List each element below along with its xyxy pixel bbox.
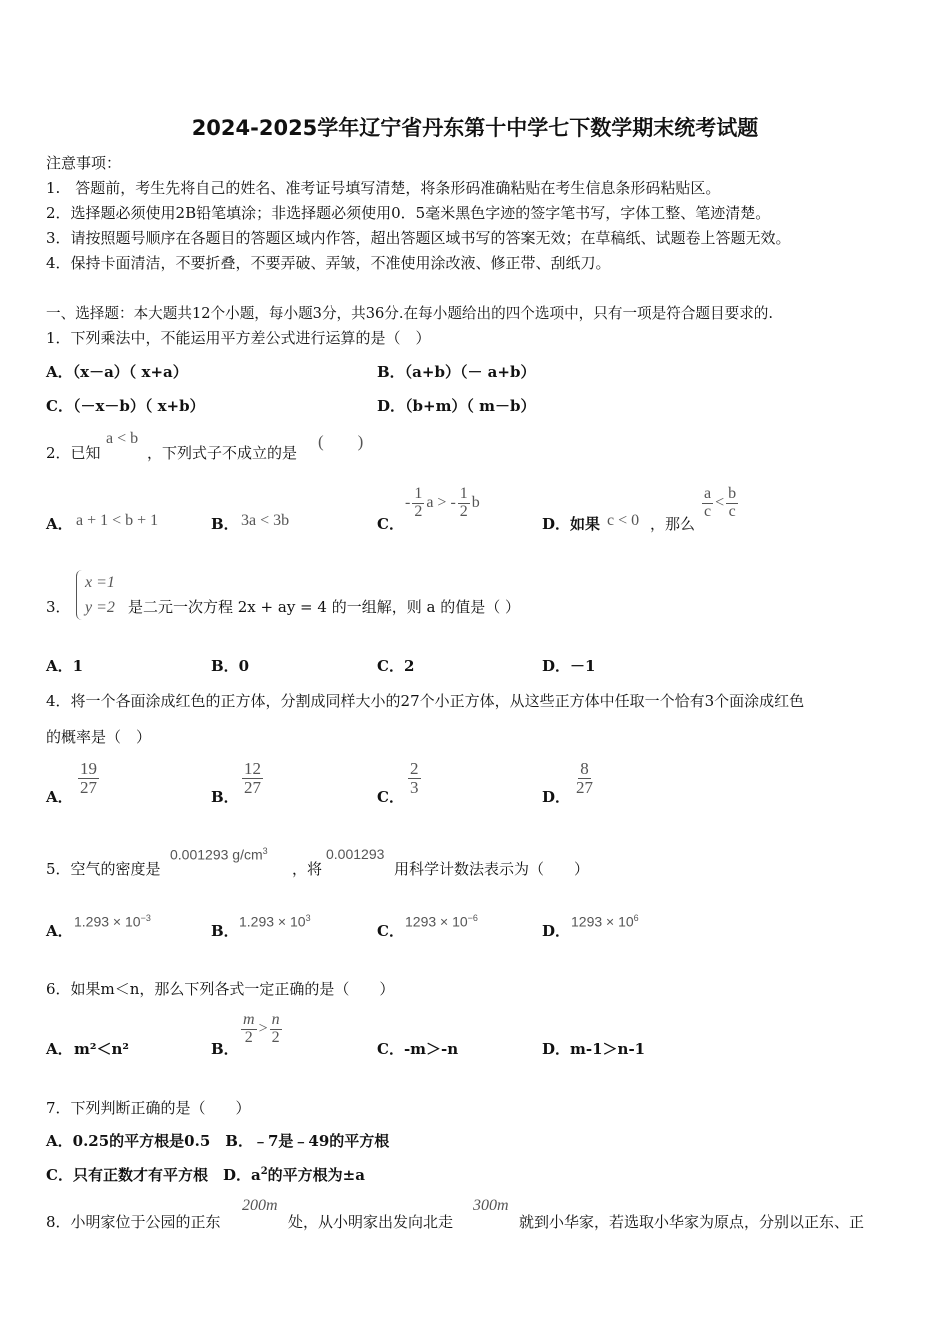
- q3-system-line2: y =2: [85, 599, 115, 616]
- q1-option-c: C．（－x－b）（ x+b）: [46, 397, 205, 415]
- q5-c-exp: −6: [467, 913, 478, 923]
- q2-d-lt: <: [715, 494, 725, 512]
- q4-d-den: 27: [576, 777, 593, 797]
- q5-mid: ，将: [292, 860, 323, 878]
- notice-item-2: 2．选择题必须使用2B铅笔填涂；非选择题必须使用0．5毫米黑色字迹的签字笔书写，字体工整、笔迹清楚。: [46, 204, 771, 222]
- q6-option-b-math: [239, 1012, 284, 1047]
- q4-d-num: 8: [580, 759, 589, 778]
- notice-item-1: 1. 答题前，考生先将自己的姓名、准考证号填写清楚，将条形码准确粘贴在考生信息条形码粘贴区。: [46, 179, 721, 197]
- notice-item-4: 4．保持卡面清洁，不要折叠，不要弄破、弄皱，不准使用涂改液、修正带、刮纸刀。: [46, 254, 611, 272]
- q2-c-frac1-den: 2: [414, 502, 423, 520]
- q8-distance1: 200m: [242, 1197, 278, 1214]
- q3-system-line1: x =1: [85, 574, 115, 591]
- q8-part3: 就到小华家，若选取小华家为原点，分别以正东、正: [519, 1213, 865, 1231]
- q4-option-d-frac: [572, 760, 597, 797]
- q2-c-frac1-num: 1: [414, 485, 423, 502]
- q7-stem: 7．下列判断正确的是（ ）: [46, 1099, 251, 1117]
- q6-b-m: m: [243, 1011, 255, 1028]
- q5-option-a-math: [74, 913, 151, 930]
- q3-option-d: D．－1: [542, 657, 596, 675]
- q4-option-c-label: C．: [377, 788, 404, 806]
- q5-b-exp: 3: [305, 913, 311, 923]
- q5-option-c-math: [405, 913, 478, 930]
- q7-options-ab: A．0.25的平方根是0.5 B．﹣7是﹣49的平方根: [46, 1132, 390, 1150]
- q6-option-a-math: m²＜n²: [74, 1040, 129, 1058]
- q4-option-b-frac: [240, 760, 265, 797]
- q5-density-value: 0.001293 g/cm: [170, 846, 263, 863]
- q2-option-d-math: [700, 486, 740, 521]
- q2-c-mid: a > -: [426, 494, 456, 512]
- page-title: 2024-2025学年辽宁省丹东第十中学七下数学期末统考试题: [191, 116, 759, 140]
- q5-option-b-math: [239, 913, 311, 930]
- q7-options-cd: [46, 1164, 365, 1185]
- q2-text: ，下列式子不成立的是: [147, 444, 298, 462]
- q4-b-num: 12: [244, 759, 261, 778]
- q6-option-c: C．-m＞-n: [377, 1040, 459, 1058]
- q6-stem: 6．如果m＜n，那么下列各式一定正确的是（ ）: [46, 980, 395, 998]
- q3-stem: 是二元一次方程 2x + ay = 4 的一组解，则 a 的值是（ ）: [128, 598, 520, 616]
- q2-option-a-label: A．: [46, 515, 73, 533]
- q2-d-frac-a-num: a: [704, 485, 712, 502]
- q4-stem-line2: 的概率是（ ）: [46, 728, 152, 746]
- q6-b-n-den: 2: [271, 1028, 280, 1046]
- q2-option-d-label: D．如果: [542, 515, 601, 533]
- q6-b-m-den: 2: [244, 1028, 253, 1046]
- q2-c-frac2-den: 2: [459, 502, 468, 520]
- q3-number: 3．: [46, 598, 71, 616]
- q4-option-a-frac: [76, 760, 101, 797]
- q1-option-b: B．（a+b）（－ a+b）: [377, 363, 536, 381]
- q2-c-frac2-num: 1: [459, 485, 468, 502]
- q5-a-base: 1.293 × 10: [74, 913, 141, 930]
- q6-b-frac-m: [241, 1012, 257, 1047]
- q2-condition: a < b: [106, 430, 139, 447]
- q5-option-a-label: A．: [46, 922, 73, 940]
- q4-option-a-label: A．: [46, 788, 73, 806]
- q5-option-b-label: B．: [211, 922, 239, 940]
- q6-b-gt: >: [258, 1020, 268, 1038]
- q4-a-den: 27: [80, 777, 97, 797]
- notice-heading: 注意事项：: [46, 154, 122, 172]
- q8-distance2: 300m: [473, 1197, 509, 1214]
- q4-a-num: 19: [80, 759, 97, 778]
- q4-c-den: 3: [410, 777, 419, 797]
- q2-option-d-cond: c < 0: [607, 512, 640, 529]
- q6-option-d: D．m-1＞n-1: [542, 1040, 646, 1058]
- q5-d-exp: 6: [633, 913, 639, 923]
- q2-option-c-math: [405, 486, 480, 521]
- q5-option-d-label: D．: [542, 922, 571, 940]
- q8-part1: 8．小明家位于公园的正东: [46, 1213, 221, 1231]
- q5-option-c-label: C．: [377, 922, 404, 940]
- q6-option-a-label: A．: [46, 1040, 73, 1058]
- q6-b-frac-n: [270, 1012, 282, 1047]
- q7-option-d-sup: 2: [260, 1166, 268, 1177]
- q1-option-d: D．（b+m）（ m－b）: [377, 397, 536, 415]
- q5-tail: 用科学计数法表示为（ ）: [394, 860, 590, 878]
- q5-number: 5．空气的密度是: [46, 860, 161, 878]
- q1-stem: 1．下列乘法中，不能运用平方差公式进行运算的是（ ）: [46, 329, 431, 347]
- q2-d-frac-a-den: c: [704, 502, 712, 520]
- q7-option-d-a: a: [250, 1166, 261, 1184]
- q2-d-frac-b-num: b: [728, 485, 737, 502]
- q8-part2: 处，从小明家出发向北走: [288, 1213, 454, 1231]
- q2-c-frac2: [458, 486, 470, 521]
- q4-b-den: 27: [244, 777, 261, 797]
- q2-option-c-label: C．: [377, 515, 404, 533]
- q7-option-d-tail: 的平方根为±a: [267, 1166, 365, 1184]
- q2-option-b-math: 3a < 3b: [241, 512, 290, 529]
- q5-option-d-math: [571, 913, 639, 930]
- q2-d-frac-b: [726, 486, 738, 521]
- q5-c-base: 1293 × 10: [405, 913, 468, 930]
- q2-paren: ( ): [318, 432, 364, 451]
- q3-option-a: A．1: [46, 657, 84, 675]
- q4-option-d-label: D．: [542, 788, 571, 806]
- q6-b-n: n: [271, 1011, 280, 1028]
- q5-d-base: 1293 × 10: [571, 913, 634, 930]
- q4-c-num: 2: [410, 759, 419, 778]
- q2-option-a-math: a + 1 < b + 1: [76, 512, 159, 529]
- q1-option-a: A．（x－a）（ x+a）: [46, 363, 188, 381]
- q5-density: [170, 846, 268, 863]
- q3-option-c: C．2: [377, 657, 415, 675]
- q2-option-d-text: ，那么: [650, 515, 696, 533]
- q2-c-neg: -: [405, 494, 411, 512]
- q5-a-exp: −3: [140, 913, 151, 923]
- q4-option-b-label: B．: [211, 788, 239, 806]
- notice-item-3: 3．请按照题号顺序在各题目的答题区域内作答，超出答题区域书写的答案无效；在草稿纸、试题卷上答题无效。: [46, 229, 791, 247]
- q7-option-c: C．只有正数才有平方根 D．: [46, 1166, 251, 1184]
- section-heading: 一、选择题：本大题共12个小题，每小题3分，共36分.在每小题给出的四个选项中，只有一项是符合题目要求的.: [46, 305, 774, 322]
- q2-d-frac-b-den: c: [728, 502, 736, 520]
- q2-d-frac-a: [702, 486, 713, 521]
- q5-b-base: 1.293 × 10: [239, 913, 306, 930]
- q3-option-b: B．0: [211, 657, 250, 675]
- q6-option-b-label: B．: [211, 1040, 239, 1058]
- q3-system: [76, 570, 115, 620]
- q4-stem-line1: 4．将一个各面涂成红色的正方体，分割成同样大小的27个小正方体，从这些正方体中任取一个恰有3个面涂成红色: [46, 692, 805, 710]
- q5-value: 0.001293: [326, 846, 385, 862]
- q2-c-frac1: [412, 486, 424, 521]
- q5-density-exp: 3: [262, 846, 268, 856]
- q2-c-end: b: [471, 494, 480, 512]
- q4-option-c-frac: [406, 760, 423, 797]
- q2-option-b-label: B．: [211, 515, 239, 533]
- q2-number: 2．已知: [46, 444, 101, 462]
